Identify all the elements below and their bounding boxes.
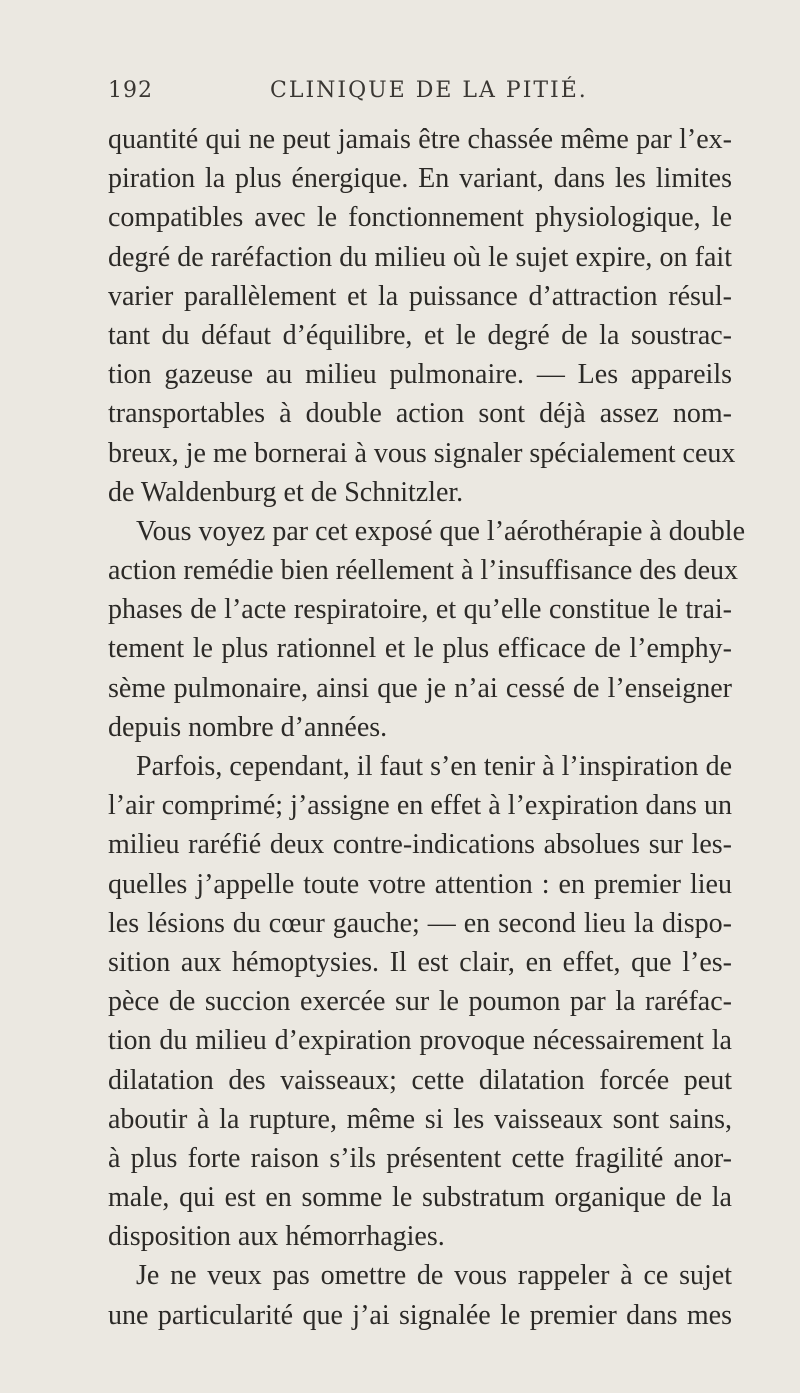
text-line: breux, je me bornerai à vous signaler spécialement ceux: [108, 437, 736, 469]
text-line: degré de raréfaction du milieu où le sujet expire, on fait: [108, 241, 732, 273]
page-number: 192: [108, 78, 153, 103]
text-line: tement le plus rationnel et le plus efficace de l’emphy-: [108, 633, 732, 665]
text-line: dilatation des vaisseaux; cette dilatation forcée peut: [108, 1064, 732, 1096]
text-line: transportables à double action sont déjà assez nom-: [108, 398, 732, 430]
text-line: à plus forte raison s’ils présentent cette fragilité anor-: [108, 1142, 732, 1174]
text-line: quelles j’appelle toute votre attention : en premier lieu: [108, 868, 732, 900]
paragraph-start-line: Vous voyez par cet exposé que l’aérothérapie à double: [136, 515, 746, 547]
text-line: tion du milieu d’expiration provoque nécessairement la: [108, 1025, 732, 1057]
text-line: piration la plus énergique. En variant, dans les limites: [108, 163, 732, 195]
paragraph-end-line: depuis nombre d’années.: [108, 711, 388, 743]
text-line: aboutir à la rupture, même si les vaisseaux sont sains,: [108, 1103, 732, 1135]
text-line: phases de l’acte respiratoire, et qu’elle constitue le trai-: [108, 594, 732, 626]
text-line: les lésions du cœur gauche; — en second lieu la dispo-: [108, 907, 732, 939]
running-title: CLINIQUE DE LA PITIÉ.: [270, 78, 588, 103]
paragraph-end-line: disposition aux hémorrhagies.: [108, 1221, 445, 1253]
text-line: l’air comprimé; j’assigne en effet à l’expiration dans un: [108, 790, 732, 822]
text-line: sition aux hémoptysies. Il est clair, en effet, que l’es-: [108, 946, 732, 978]
text-line: quantité qui ne peut jamais être chassée même par l’ex-: [108, 124, 732, 155]
paragraph-start-line: Parfois, cependant, il faut s’en tenir à l’inspiration de: [136, 751, 732, 782]
text-line: male, qui est en somme le substratum organique de la: [108, 1182, 732, 1214]
paragraph-start-line: Je ne veux pas omettre de vous rappeler à ce sujet: [136, 1260, 732, 1292]
text-line: sème pulmonaire, ainsi que je n’ai cessé de l’enseigner: [108, 672, 732, 704]
text-line: pèce de succion exercée sur le poumon par la raréfac-: [108, 986, 732, 1018]
text-line: une particularité que j’ai signalée le premier dans mes: [108, 1299, 732, 1331]
text-line: varier parallèlement et la puissance d’attraction résul-: [108, 280, 732, 312]
text-line: tion gazeuse au milieu pulmonaire. — Les appareils: [108, 359, 732, 391]
text-line: tant du défaut d’équilibre, et le degré de la soustrac-: [108, 319, 732, 351]
body-text: [108, 120, 746, 1335]
paragraph-end-line: de Waldenburg et de Schnitzler.: [108, 476, 464, 508]
text-line: action remédie bien réellement à l’insuffisance des deux: [108, 555, 738, 587]
text-line: compatibles avec le fonctionnement physiologique, le: [108, 202, 732, 234]
text-line: milieu raréfié deux contre-indications absolues sur les-: [108, 829, 732, 861]
page-header: [0, 78, 800, 112]
